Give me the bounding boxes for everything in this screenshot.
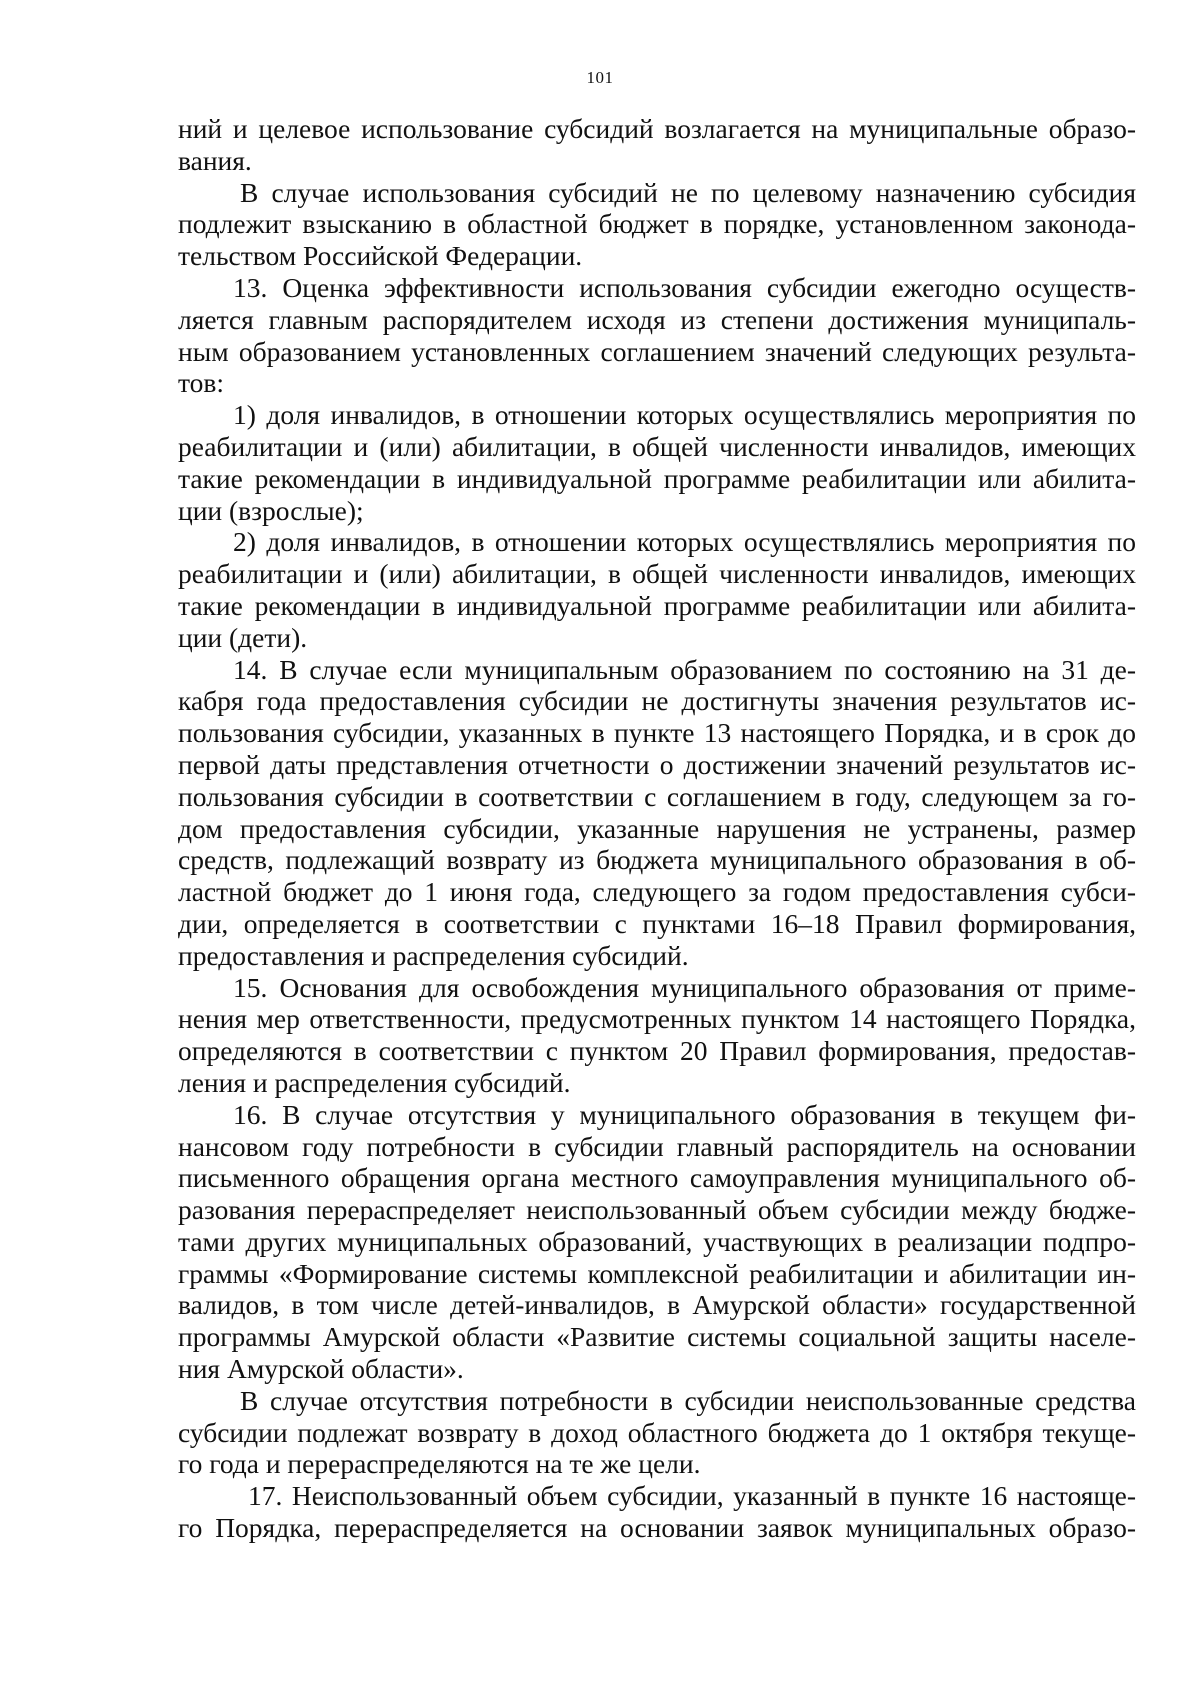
text-line: го года и перераспределяются на те же цели. xyxy=(178,1448,701,1480)
document-body xyxy=(178,113,1136,1544)
text-line: разования перераспределяет неиспользованный объем субсидии между бюдже- xyxy=(178,1194,1136,1226)
text-line: 2) доля инвалидов, в отношении которых осуществлялись мероприятия по xyxy=(233,526,1136,558)
page-number: 101 xyxy=(586,68,614,87)
text-line: средств, подлежащий возврату из бюджета муниципального образования в об- xyxy=(178,844,1136,876)
text-line: валидов, в том числе детей-инвалидов, в Амурской области» государственной xyxy=(178,1289,1136,1321)
text-line: тами других муниципальных образований, участвующих в реализации подпро- xyxy=(178,1225,1136,1257)
text-line: В случае использования субсидий не по целевому назначению субсидия xyxy=(240,176,1136,208)
text-line: такие рекомендации в индивидуальной программе реабилитации или абилита- xyxy=(178,589,1136,621)
text-line: нения мер ответственности, предусмотренных пунктом 14 настоящего Порядка, xyxy=(178,1003,1136,1035)
text-line: ления и распределения субсидий. xyxy=(178,1066,571,1098)
text-line: субсидии подлежат возврату в доход областного бюджета до 1 октября текуще- xyxy=(178,1416,1136,1448)
text-line: 1) доля инвалидов, в отношении которых осуществлялись мероприятия по xyxy=(233,399,1136,431)
text-line: ний и целевое использование субсидий возлагается на муниципальные образо- xyxy=(178,113,1136,144)
text-line: первой даты представления отчетности о достижении значений результатов ис- xyxy=(178,748,1136,780)
text-line: пользования субсидии, указанных в пункте 13 настоящего Порядка, и в срок до xyxy=(178,717,1136,749)
text-line: тельством Российской Федерации. xyxy=(178,240,583,272)
text-line: реабилитации и (или) абилитации, в общей численности инвалидов, имеющих xyxy=(178,430,1136,462)
text-line: вания. xyxy=(178,144,252,176)
text-line: дом предоставления субсидии, указанные нарушения не устранены, размер xyxy=(178,812,1136,844)
text-line: пользования субсидии в соответствии с соглашением в году, следующем за го- xyxy=(178,780,1136,812)
text-line: определяются в соответствии с пунктом 20 Правил формирования, предостав- xyxy=(178,1035,1136,1067)
text-line: 17. Неиспользованный объем субсидии, указанный в пункте 16 настояще- xyxy=(248,1480,1136,1512)
text-line: тов: xyxy=(178,367,225,399)
text-line: 16. В случае отсутствия у муниципального образования в текущем фи- xyxy=(233,1098,1136,1130)
text-line: ции (взрослые); xyxy=(178,494,364,526)
text-line: программы Амурской области «Развитие системы социальной защиты населе- xyxy=(178,1321,1136,1353)
text-line: граммы «Формирование системы комплексной реабилитации и абилитации ин- xyxy=(178,1257,1136,1289)
text-line: 15. Основания для освобождения муниципального образования от приме- xyxy=(233,971,1136,1003)
text-line: ластной бюджет до 1 июня года, следующего за годом предоставления субси- xyxy=(178,876,1136,908)
text-line: го Порядка, перераспределяется на основании заявок муниципальных образо- xyxy=(178,1512,1136,1544)
text-line: ляется главным распорядителем исходя из степени достижения муниципаль- xyxy=(178,303,1136,335)
text-line: 13. Оценка эффективности использования субсидии ежегодно осуществ- xyxy=(233,271,1136,303)
text-line: предоставления и распределения субсидий. xyxy=(178,939,689,971)
text-line: ции (дети). xyxy=(178,621,308,653)
text-line: такие рекомендации в индивидуальной программе реабилитации или абилита- xyxy=(178,462,1136,494)
text-line: В случае отсутствия потребности в субсидии неиспользованные средства xyxy=(240,1384,1136,1416)
text-line: дии, определяется в соответствии с пунктами 16–18 Правил формирования, xyxy=(178,907,1136,939)
text-line: подлежит взысканию в областной бюджет в порядке, установленном законода- xyxy=(178,208,1136,240)
text-line: реабилитации и (или) абилитации, в общей численности инвалидов, имеющих xyxy=(178,558,1136,590)
text-line: ным образованием установленных соглашением значений следующих результа- xyxy=(178,335,1136,367)
text-line: кабря года предоставления субсидии не достигнуты значения результатов ис- xyxy=(178,685,1136,717)
text-line: ния Амурской области». xyxy=(178,1353,464,1385)
text-line: нансовом году потребности в субсидии главный распорядитель на основании xyxy=(178,1130,1136,1162)
text-line: 14. В случае если муниципальным образованием по состоянию на 31 де- xyxy=(233,653,1136,685)
text-line: письменного обращения органа местного самоуправления муниципального об- xyxy=(178,1162,1136,1194)
